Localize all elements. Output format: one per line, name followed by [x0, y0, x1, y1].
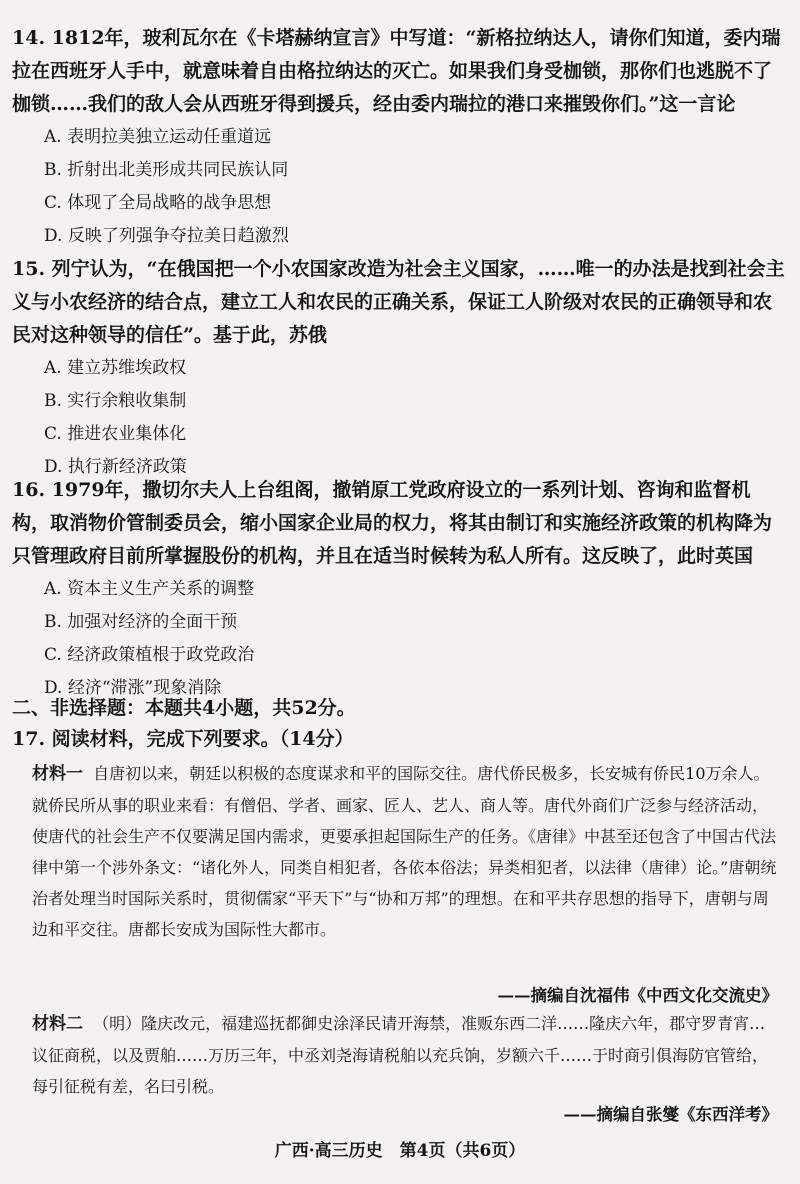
- question-16-option-c: C. 经济政策植根于政党政治: [44, 645, 255, 665]
- material-2-text: （明）隆庆改元，福建巡抚都御史涂泽民请开海禁，准贩东西二洋……隆庆六年，郡守罗青宵…议征商税，以及贾舶……万历三年，中丞刘尧海请税舶以充兵饷，岁额六千……于时商引俱海防官管给，每引征税有差，名曰引税。: [32, 1014, 769, 1096]
- question-16-option-d: D. 经济“滞涨”现象消除: [44, 678, 222, 698]
- question-16: [12, 474, 786, 705]
- material-1-source: ——摘编自沈福伟《中西文化交流史》: [497, 986, 778, 1005]
- material-2-source: ——摘编自张燮《东西洋考》: [563, 1105, 778, 1124]
- question-15-option-d: D. 执行新经济政策: [44, 457, 187, 477]
- question-14-stem: 14. 1812年，玻利瓦尔在《卡塔赫纳宣言》中写道：“新格拉纳达人，请你们知道，委内瑞拉在西班牙人手中，就意味着自由格拉纳达的灭亡。如果我们身受枷锁，那你们也逃脱不了枷锁……我们的敌人会从西班牙得到援兵，经由委内瑞拉的港口来摧毁你们。”这一言论: [12, 27, 781, 115]
- question-15-option-c: C. 推进农业集体化: [44, 424, 187, 444]
- section-heading: 二、非选择题：本题共4小题，共52分。: [12, 697, 356, 719]
- question-16-option-b: B. 加强对经济的全面干预: [44, 612, 238, 632]
- question-14-option-b: B. 折射出北美形成共同民族认同: [44, 160, 289, 180]
- material-2-label: 材料二: [32, 1014, 83, 1034]
- page-footer: 广西·高三历史 第4页（共6页）: [274, 1141, 526, 1161]
- question-14-option-d: D. 反映了列强争夺拉美日趋激烈: [44, 226, 289, 246]
- material-1-label: 材料一: [32, 764, 83, 784]
- material-1: [32, 758, 780, 945]
- question-14-option-a: A. 表明拉美独立运动任重道远: [44, 127, 272, 147]
- question-15: [12, 253, 786, 484]
- question-15-option-b: B. 实行余粮收集制: [44, 391, 187, 411]
- question-15-option-a: A. 建立苏维埃政权: [44, 358, 187, 378]
- question-16-option-a: A. 资本主义生产关系的调整: [44, 579, 255, 599]
- material-1-text: 自唐初以来，朝廷以积极的态度谋求和平的国际交往。唐代侨民极多，长安城有侨民10万余人。就侨民所从事的职业来看：有僧侣、学者、画家、匠人、艺人、商人等。唐代外商们广泛参与经济活动，使唐代的社会生产不仅要满足国内需求，更要承担起国际生产的任务。《唐律》中甚至还包含了中国古代法律中第一个涉外条文：“诸化外人，同类自相犯者，各依本俗法；异类相犯者，以法律（唐律）论。”唐朝统治者处理当时国际关系时，贯彻儒家“平天下”与“协和万邦”的理想。在和平共存思想的指导下，唐朝与周边和平交往。唐都长安成为国际性大都市。: [32, 764, 777, 939]
- question-17-stem: 17. 阅读材料，完成下列要求。（14分）: [12, 728, 354, 750]
- question-17: [12, 723, 786, 756]
- question-14-option-c: C. 体现了全局战略的战争思想: [44, 193, 272, 213]
- question-15-stem: 15. 列宁认为，“在俄国把一个小农国家改造为社会主义国家，……唯一的办法是找到社会主义与小农经济的结合点，建立工人和农民的正确关系，保证工人阶级对农民的正确领导和农民对这种领导的信任”。基于此，苏俄: [12, 258, 785, 346]
- question-14: [12, 22, 786, 253]
- question-16-stem: 16. 1979年，撒切尔夫人上台组阁，撤销原工党政府设立的一系列计划、咨询和监督机构，取消物价管制委员会，缩小国家企业局的权力，将其由制订和实施经济政策的机构降为只管理政府目前所掌握股份的机构，并且在适当时候转为私人所有。这反映了，此时英国: [12, 479, 773, 567]
- material-2: [32, 1008, 780, 1102]
